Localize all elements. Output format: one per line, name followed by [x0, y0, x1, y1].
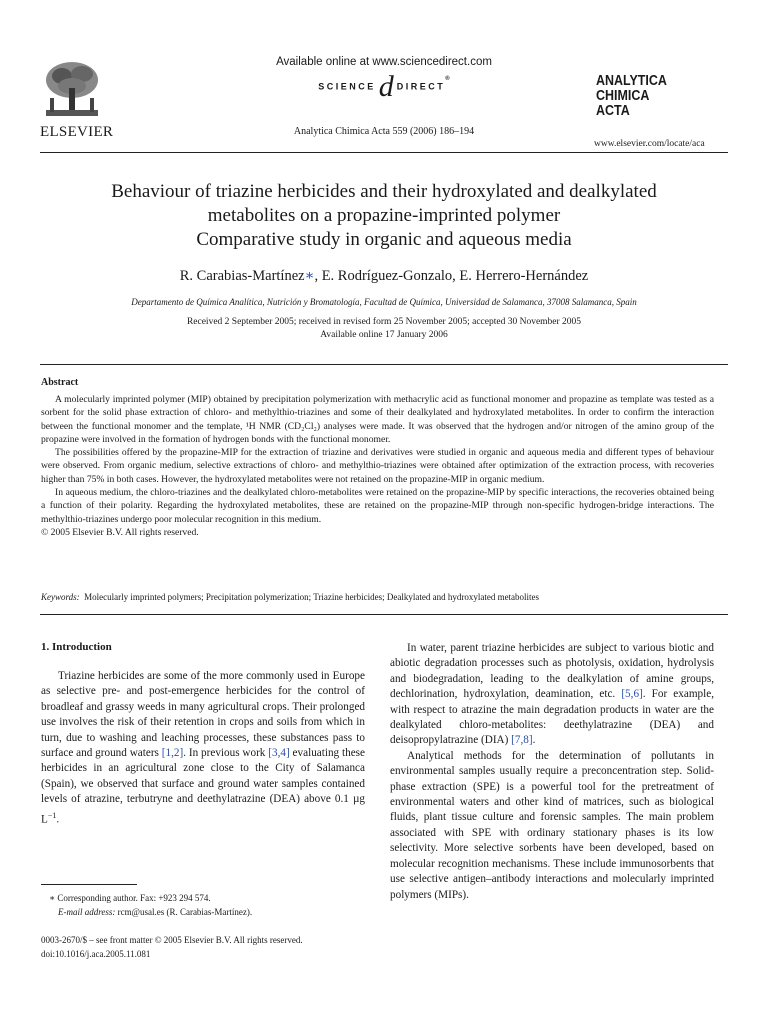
- text-run: . In previous work: [183, 747, 269, 760]
- abstract-bottom-divider: [40, 614, 728, 615]
- sd-right-word: DIRECT: [396, 81, 446, 92]
- available-online-banner[interactable]: Available online at www.sciencedirect.com: [276, 56, 492, 68]
- title-line: metabolites on a propazine-imprinted polymer: [207, 205, 561, 226]
- abstract-copyright: © 2005 Elsevier B.V. All rights reserved.: [41, 526, 199, 538]
- text-run: .: [56, 813, 60, 826]
- author-name: R. Carabias-Martínez: [179, 268, 305, 284]
- issn-line: 0003-2670/$ – see front matter © 2005 Elsevier B.V. All rights reserved.: [41, 935, 303, 945]
- journal-citation: Analytica Chimica Acta 559 (2006) 186–194: [293, 126, 475, 137]
- received-dates: Received 2 September 2005; received in revised form 25 November 2005; accepted 30 November 2005: [186, 317, 582, 327]
- journal-url[interactable]: www.elsevier.com/locate/aca: [594, 139, 705, 149]
- sd-registered-mark: ®: [445, 76, 450, 82]
- journal-logo: [596, 74, 667, 119]
- abstract-top-divider: [40, 364, 728, 365]
- available-date: Available online 17 January 2006: [320, 330, 448, 340]
- affiliation: Departamento de Química Analítica, Nutrición y Bromatología, Facultad de Química, Universidad de Salamanca, 37008 Salamanca, Spain: [131, 297, 637, 307]
- abstract-paragraph: In aqueous medium, the chloro-triazines and the dealkylated chloro-metabolites were retained on the propazine-MIP by specific interactions, the recoveries obtained being a function of their polarity. Regarding the hydroxylated metabolites, these are retained on the propazine-MIP through non-specific hydrogen-bridge interactions. The methylthio-triazines undergo poor molecular recognition in this medium.: [41, 487, 714, 525]
- citation-link[interactable]: [7,8]: [511, 734, 533, 747]
- keywords-text: Molecularly imprinted polymers; Precipitation polymerization; Triazine herbicides; Dealkylated and hydroxylated metabolites: [84, 592, 540, 602]
- email-address[interactable]: rcm@usal.es (R. Carabias-Martínez).: [115, 906, 253, 917]
- abstract-paragraph: A molecularly imprinted polymer (MIP) obtained by precipitation polymerization with methacrylic acid as functional monomer and propazine as template was tested as a sorbent for the solid phase extraction of chloro- and methylthio-triazines and some of their dealkylated and hydroxylated metabolites. In order to confirm the interaction between the functional monomer and the template, ¹H NMR (CD₂Cl₂) analyses were made. It was observed that the hydrogen and/or nitrogen of the amino group of the propazine were involved in the formation of hydrogen bonds with the functional monomer.: [41, 394, 714, 445]
- email-label: E-mail address:: [58, 906, 116, 917]
- section-heading-introduction: 1. Introduction: [41, 641, 112, 653]
- corresponding-author-mark[interactable]: ∗: [304, 268, 315, 284]
- text-run: In water, parent triazine herbicides are subject to various biotic and abiotic degradation processes such as photolysis, oxidation, hydrolysis and biodegradation, leading to the dealkylation of amine groups, dechlorination, hydroxylation, deamination, etc.: [390, 642, 714, 701]
- right-column: [390, 641, 714, 903]
- abstract-paragraph: The possibilities offered by the propazine-MIP for the extraction of triazine and derivatives were studied in organic and aqueous media and different types of behaviour were observed. From organic medium, selective extractions of chloro- and methylthio-triazines were obtained after optimization of the extraction process, with recoveries higher than 75% in both cases. However, the hydroxylated metabolites were not retained on the propazine-MIP in organic medium.: [41, 447, 714, 485]
- sd-at-glyph: d: [378, 70, 394, 103]
- text-run: . For example, with respect to atrazine the main degradation products in water are the dealkylated chloro-metabolites: deethylatrazine (DEA) and deisopropylatrazine (DIA): [390, 688, 714, 747]
- intro-paragraph: [390, 641, 714, 749]
- citation-link[interactable]: [1,2]: [161, 747, 184, 760]
- sd-left-word: SCIENCE: [318, 81, 376, 92]
- text-run: .: [532, 734, 536, 747]
- keywords-label: Keywords:: [41, 592, 80, 602]
- footnote: [41, 892, 371, 919]
- article-dates: [0, 316, 768, 342]
- abstract-body: [41, 393, 714, 539]
- citation-link[interactable]: [5,6]: [621, 688, 643, 701]
- abstract-heading: Abstract: [41, 377, 79, 388]
- email-line: [41, 906, 371, 920]
- journal-logo-line: CHIMICA: [596, 88, 650, 104]
- title-line: Comparative study in organic and aqueous media: [196, 229, 572, 250]
- front-matter-info: [41, 934, 303, 961]
- text-run: evaluating these herbicides in an agricultural zone close to the City of Salamanca (Spain), we observed that surface and ground water samples contained levels of atrazine, terbutryne and deethylatrazine (DEA) above 0.1 µg L: [41, 747, 365, 826]
- header-divider: [40, 152, 728, 153]
- publisher-name: ELSEVIER: [40, 124, 114, 140]
- keywords: [41, 592, 721, 602]
- intro-paragraph: [41, 669, 365, 828]
- unit-superscript: −1: [47, 810, 57, 820]
- journal-logo-line: ACTA: [596, 103, 630, 119]
- citation-link[interactable]: [3,4]: [268, 747, 290, 760]
- authors: [0, 268, 768, 285]
- doi-line[interactable]: doi:10.1016/j.aca.2005.11.081: [41, 948, 151, 959]
- corresponding-author-note: ∗ Corresponding author. Fax: +923 294 574.: [49, 893, 211, 903]
- article-title: [0, 180, 768, 252]
- footnote-divider: [41, 884, 137, 885]
- author-names: , E. Rodríguez-Gonzalo, E. Herrero-Hernández: [314, 268, 589, 284]
- text-run: Triazine herbicides are some of the more commonly used in Europe as selective pre- and post-emergence herbicides for the control of broadleaf and grassy weeds in many agricultural crops. Their prolonged use involves the risk of their retention in crops and soils from which in turn, due to washing and leaching processes, these substances pass to surface and ground waters: [41, 670, 365, 760]
- intro-paragraph: Analytical methods for the determination of pollutants in environmental samples usually require a preconcentration step. Solid-phase extraction (SPE) is a powerful tool for the pretreatment of environmental waters and other kind of matrices, such as biological fluids, plant tissue culture and forensic samples. The main problem associated with SPE with ordinary stationary phases is its low selectivity. More selective sorbents have been developed, based on molecular recognition mechanisms. These include immunosorbents that use selective antigen–antibody interactions and molecularly imprinted polymers (MIPs).: [390, 749, 714, 901]
- title-line: Behaviour of triazine herbicides and their hydroxylated and dealkylated: [111, 181, 657, 202]
- journal-logo-line: ANALYTICA: [596, 73, 667, 89]
- left-column: [41, 669, 365, 828]
